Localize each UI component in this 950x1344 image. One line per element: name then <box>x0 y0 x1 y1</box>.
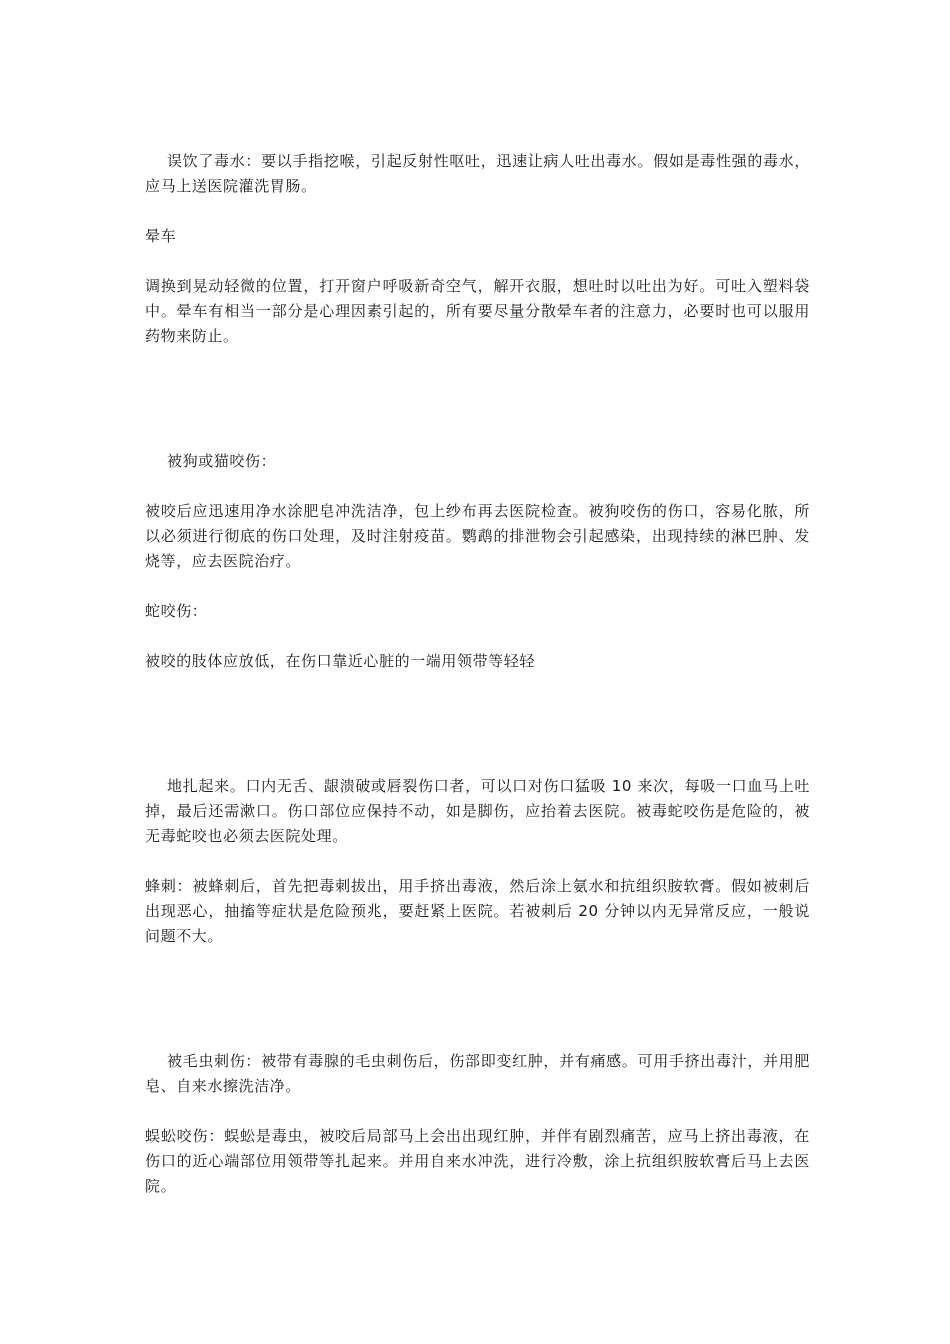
paragraph-bee-sting: 蜂刺：被蜂刺后，首先把毒刺拔出，用手挤出毒液，然后涂上氨水和抗组织胺软膏。假如被刺后出现恶心，抽搐等症状是危险预兆，要赶紧上医院。若被刺后 20 分钟以内无异常反应，一般说问题不大。 <box>145 877 810 945</box>
paragraph-caterpillar-sting: 被毛虫刺伤：被带有毒腺的毛虫刺伤后，伤部即变红肿，并有痛感。可用手挤出毒汁，并用肥皂、自来水擦洗洁净。 <box>145 1052 810 1095</box>
paragraph-centipede-bite: 蜈蚣咬伤：蜈蚣是毒虫，被咬后局部马上会出出现红肿，并伴有剧烈痛苦，应马上挤出毒液，在伤口的近心端部位用领带等扎起来。并用自来水冲洗，进行冷敷，涂上抗组织胺软膏后马上去医院。 <box>145 1127 810 1195</box>
paragraph-carsickness: 调换到晃动轻微的位置，打开窗户呼吸新奇空气，解开衣服，想吐时以吐出为好。可吐入塑料袋中。晕车有相当一部分是心理因素引起的，所有要尽量分散晕车者的注意力，必要时也可以服用药物来防止。 <box>145 277 810 345</box>
paragraph-snake-bite-continued: 地扎起来。口内无舌、龈溃破或唇裂伤口者，可以口对伤口猛吸 10 来次，每吸一口血马上吐掉，最后还需漱口。伤口部位应保持不动，如是脚伤，应抬着去医院。被毒蛇咬伤是危险的，被无毒蛇咬也必须去医院处理。 <box>145 777 810 845</box>
heading-snake-bite: 蛇咬伤： <box>145 602 208 620</box>
paragraph-dog-cat-bite: 被咬后应迅速用净水涂肥皂冲洗洁净，包上纱布再去医院检查。被狗咬伤的伤口，容易化脓，所以必须进行彻底的伤口处理，及时注射疫苗。鹦鹉的排泄物会引起感染，出现持续的淋巴肿、发烧等，应去医院治疗。 <box>145 502 810 570</box>
heading-carsickness: 晕车 <box>145 227 177 245</box>
paragraph-poison-water: 误饮了毒水：要以手指挖喉，引起反射性呕吐，迅速让病人吐出毒水。假如是毒性强的毒水，应马上送医院灌洗胃肠。 <box>145 152 810 195</box>
heading-dog-cat-bite: 被狗或猫咬伤： <box>167 452 277 470</box>
paragraph-snake-bite-start: 被咬的肢体应放低，在伤口靠近心脏的一端用领带等轻轻 <box>145 652 536 670</box>
